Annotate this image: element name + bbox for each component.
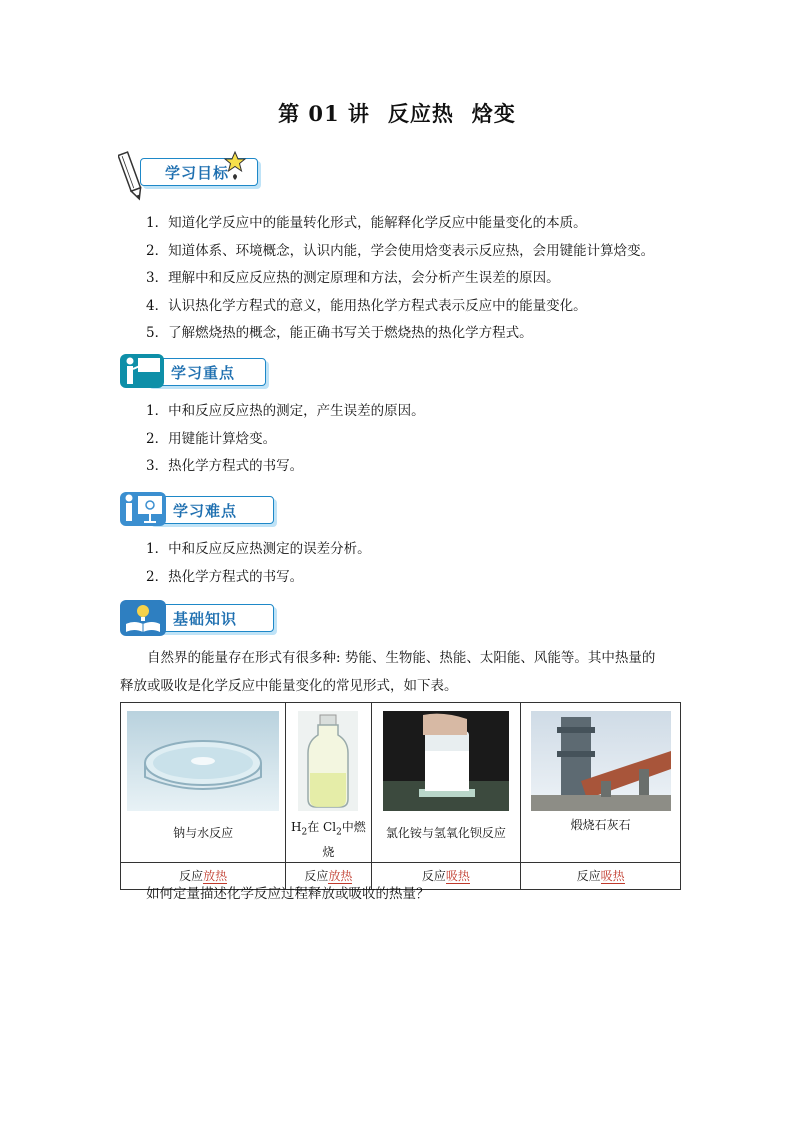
list-item: 2．热化学方程式的书写。: [146, 568, 304, 585]
list-item: 4．认识热化学方程式的意义，能用热化学方程式表示反应中的能量变化。: [146, 297, 587, 314]
table-cell: [121, 703, 286, 863]
cell-caption: $H_2$在 $Cl_2$中燃烧: [291, 820, 366, 860]
lime-kiln-image: [531, 711, 671, 811]
ammonium-barium-image: [383, 711, 509, 811]
table-cell: [286, 703, 371, 863]
reaction-kind: 反应吸热: [371, 863, 521, 890]
list-item: 3．理解中和反应反应热的测定原理和方法，会分析产生误差的原因。: [146, 270, 560, 286]
cell-caption: 氯化铵与氢氧化钡反应: [385, 826, 506, 840]
reaction-table: [120, 702, 681, 890]
lesson-topic-1: 反应热: [387, 101, 454, 126]
teacher-board-icon: [118, 350, 168, 390]
reaction-kind: 反应放热: [121, 863, 286, 890]
lesson-number: 第 01 讲: [278, 101, 370, 126]
question-text: 如何定量描述化学反应过程释放或吸收的热量？: [146, 886, 430, 902]
reaction-kind: 反应吸热: [521, 863, 681, 890]
hydrogen-chlorine-image: [298, 711, 358, 811]
basics-badge: 基础知识: [118, 596, 268, 640]
key-points-badge: 学习重点: [118, 350, 258, 394]
difficulties-badge: 学习难点: [118, 488, 268, 532]
book-bulb-icon: [118, 596, 170, 640]
presenter-icon: [118, 488, 170, 530]
list-item: 2．用键能计算焓变。: [146, 430, 277, 447]
basics-paragraph: 自然界的能量存在形式有很多种: 势能、生物能、热能、太阳能、风能等。其中热量的 释放或吸收是化学反应中能量变化的常见形式，如下表。: [120, 650, 656, 694]
key-points-list: [146, 398, 425, 481]
lesson-topic-2: 焓变: [471, 101, 516, 126]
list-item: 1．知道化学反应中的能量转化形式，能解释化学反应中能量变化的本质。: [146, 215, 587, 231]
list-item: 2．知道体系、环境概念，认识内能，学会使用焓变表示反应热，会用键能计算焓变。: [146, 242, 655, 259]
page-title: [0, 98, 794, 128]
cell-caption: 钠与水反应: [173, 826, 234, 840]
table-cell: [371, 703, 521, 863]
reaction-kind: 反应放热: [286, 863, 371, 890]
list-item: 1．中和反应反应热的测定，产生误差的原因。: [146, 403, 425, 419]
list-item: 5．了解燃烧热的概念，能正确书写关于燃烧热的热化学方程式。: [146, 325, 533, 341]
table-cell: [521, 703, 681, 863]
list-item: 1．中和反应反应热测定的误差分析。: [146, 541, 371, 557]
goals-list: [146, 210, 654, 348]
pencil-star-icon: [118, 150, 248, 202]
goals-badge: 学习目标: [118, 150, 248, 194]
cell-caption: 煅烧石灰石: [570, 818, 631, 832]
list-item: 3．热化学方程式的书写。: [146, 458, 304, 474]
difficulties-list: [146, 536, 371, 591]
sodium-water-image: [127, 711, 279, 811]
